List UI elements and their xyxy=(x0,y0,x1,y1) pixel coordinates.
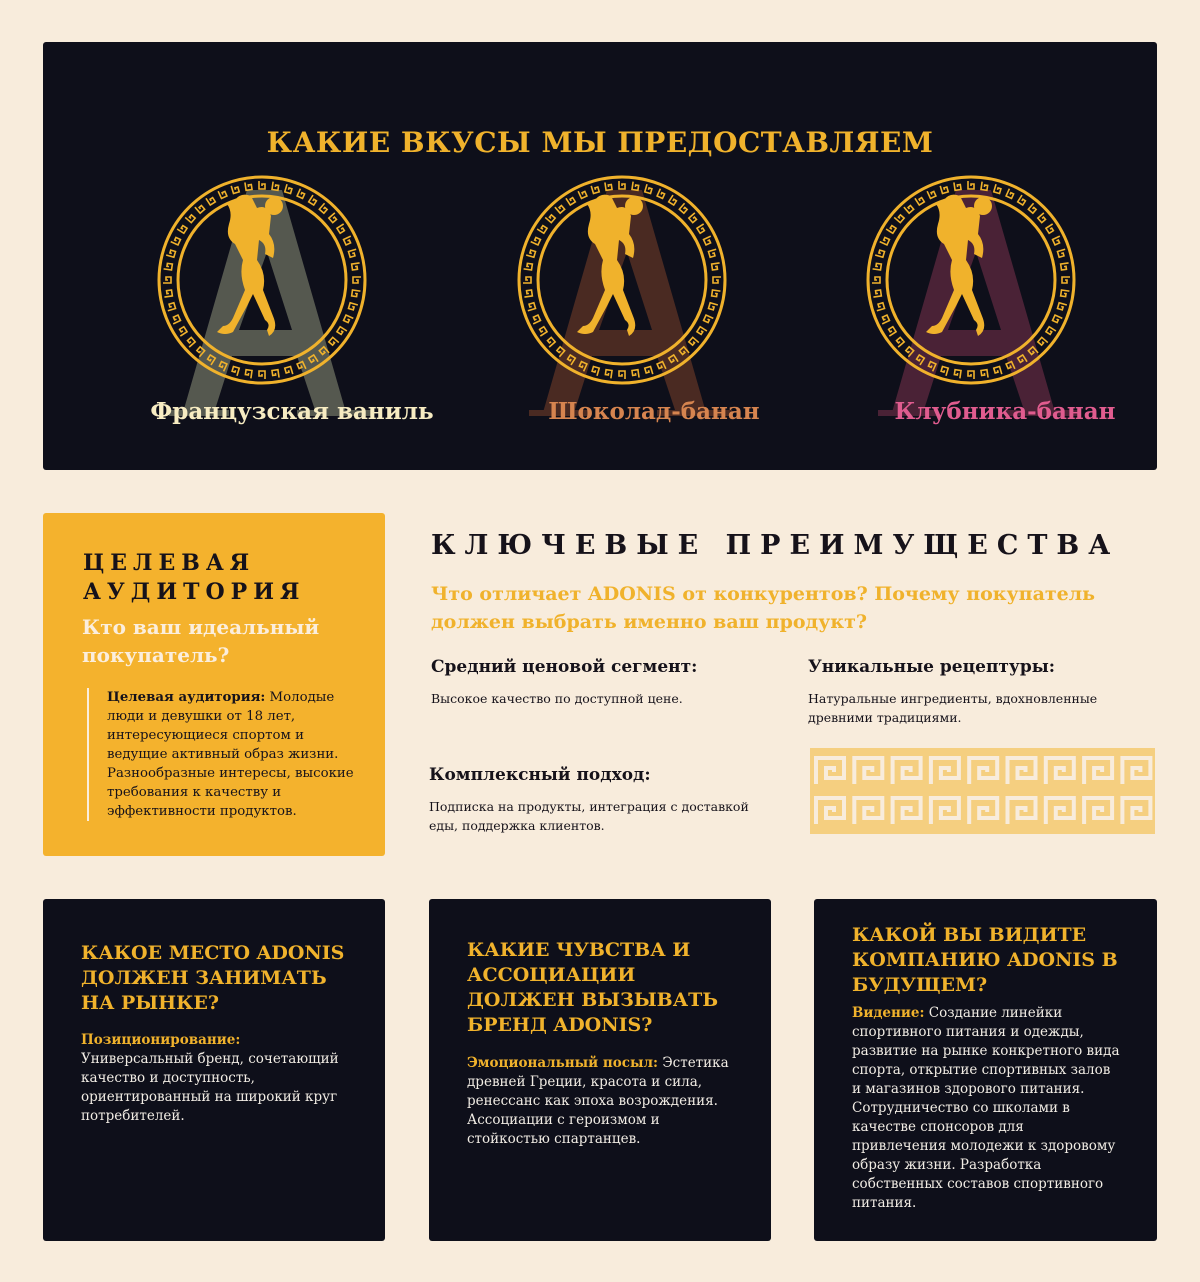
benefit-complex-text: Подписка на продукты, интеграция с доставкой еды, поддержка клиентов. xyxy=(429,799,749,833)
benefit-recipes-text: Натуральные ингредиенты, вдохновленные древними традициями. xyxy=(808,691,1098,725)
card-future-body xyxy=(852,1004,1122,1213)
card-brand-feelings xyxy=(429,899,771,1241)
card-market-position xyxy=(43,899,385,1241)
benefit-price-heading: Средний ценовой сегмент: xyxy=(431,657,698,677)
card-market-text: Универсальный бренд, сочетающий качество и доступность, ориентированный на широкий круг потребителей. xyxy=(81,1051,339,1124)
card-feelings-title: КАКИЕ ЧУВСТВА И АССОЦИАЦИИ ДОЛЖЕН ВЫЗЫВАТЬ БРЕНД ADONIS? xyxy=(467,939,718,1036)
audience-label: Целевая аудитория: xyxy=(107,690,266,705)
benefit-recipes-heading: Уникальные рецептуры: xyxy=(808,657,1056,677)
benefit-price-text: Высокое качество по доступной цене. xyxy=(431,691,683,706)
flavors-panel xyxy=(43,42,1157,470)
benefits-title: КЛЮЧЕВЫЕ ПРЕИМУЩЕСТВА xyxy=(431,530,1120,561)
target-audience-panel xyxy=(43,513,385,856)
vanilla-emblem-icon xyxy=(127,160,397,420)
card-future-label: Видение: xyxy=(852,1005,925,1021)
card-feelings-label: Эмоциональный посыл: xyxy=(467,1055,659,1071)
chocolate-emblem-icon xyxy=(487,160,757,420)
flavor-name-chocolate: Шоколад-банан xyxy=(548,398,760,425)
strawberry-emblem-icon xyxy=(836,160,1106,420)
audience-subtitle: Кто ваш идеальный покупатель? xyxy=(82,615,320,667)
card-feelings-text: Эстетика древней Греции, красота и сила, ренессанс как эпоха возрождения. Ассоциации с героизмом и стойкостью спартанцев. xyxy=(467,1055,729,1147)
card-market-title: КАКОЕ МЕСТО ADONIS ДОЛЖЕН ЗАНИМАТЬ НА РЫНКЕ? xyxy=(81,942,345,1014)
flavor-name-vanilla: Французская ваниль xyxy=(150,398,434,425)
card-future-vision xyxy=(814,899,1157,1241)
card-future-text: Создание линейки спортивного питания и одежды, развитие на рынке конкретного вида спорта, открытие спортивных залов и магазинов здорового питания. Сотрудничество со школами в качестве спонсоров для привлечения молодежи к здоровому образу жизни. Разработка собственных составов спортивного питания. xyxy=(852,1005,1120,1211)
flavor-name-strawberry: Клубника-банан xyxy=(894,398,1116,425)
audience-text: Молодые люди и девушки от 18 лет, интересующиеся спортом и ведущие активный образ жизни. Разнообразные интересы, высокие требования к качеству и эффективности продуктов. xyxy=(107,690,354,819)
audience-description xyxy=(87,688,367,821)
benefits-subtitle: Что отличает ADONIS от конкурентов? Почему покупатель должен выбрать именно ваш продукт? xyxy=(431,583,1096,633)
card-market-body xyxy=(81,1031,351,1126)
card-market-label: Позиционирование: xyxy=(81,1032,241,1048)
audience-title: ЦЕЛЕВАЯ АУДИТОРИЯ xyxy=(83,550,306,605)
benefit-complex-heading: Комплексный подход: xyxy=(429,765,651,785)
flavors-title: КАКИЕ ВКУСЫ МЫ ПРЕДОСТАВЛЯЕМ xyxy=(266,126,934,159)
card-future-title: КАКОЙ ВЫ ВИДИТЕ КОМПАНИЮ ADONIS В БУДУЩЕМ? xyxy=(852,924,1118,996)
greek-meander-ornament-icon xyxy=(810,748,1155,834)
card-feelings-body xyxy=(467,1054,737,1149)
